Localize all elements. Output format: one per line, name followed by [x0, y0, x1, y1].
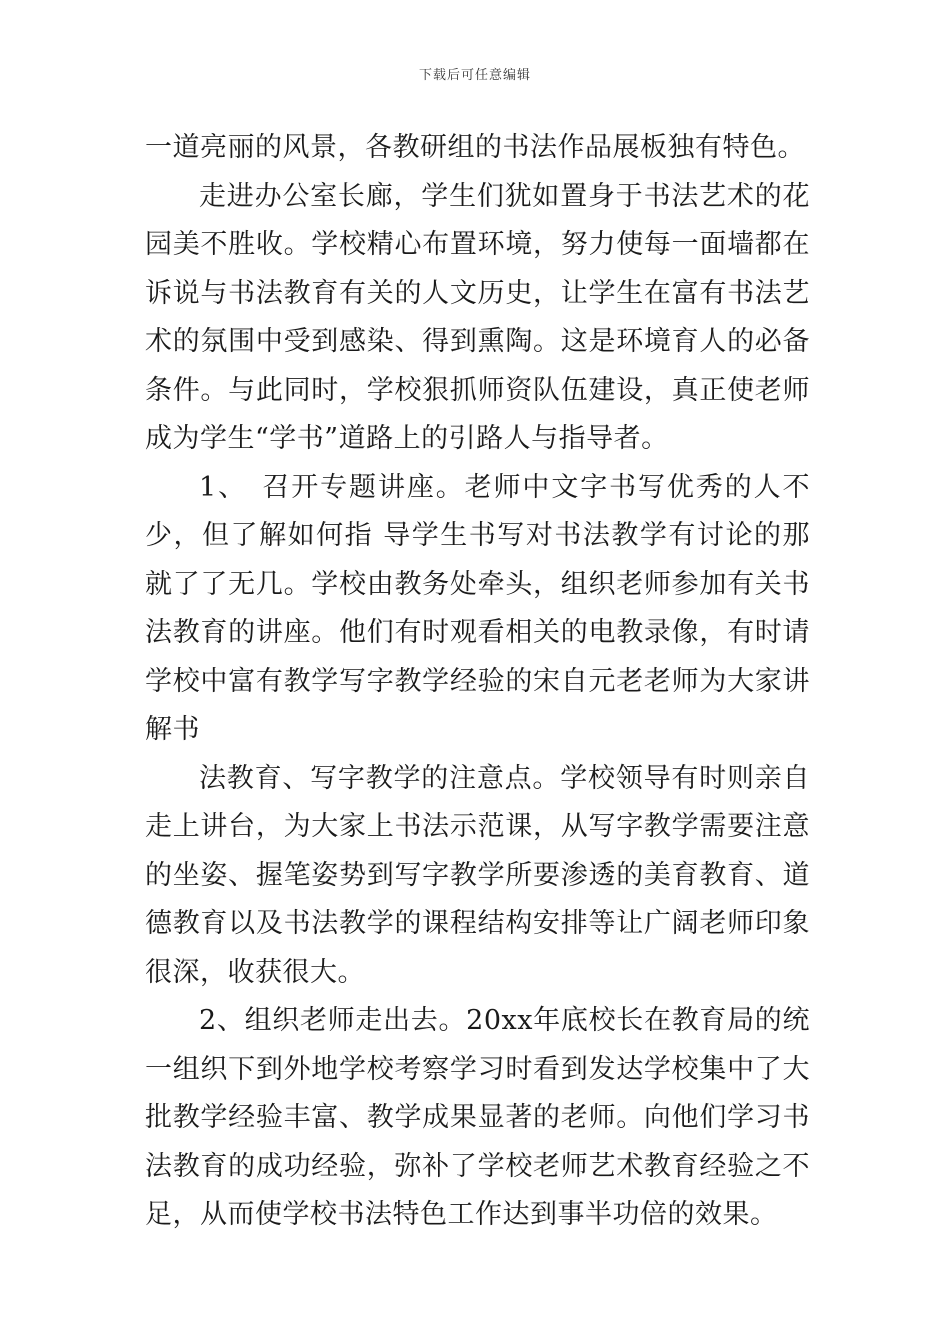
document-body: [145, 124, 810, 1240]
page-header: 下载后可任意编辑: [418, 68, 531, 83]
paragraph-5: 2、组织老师走出去。20xx年底校长在教育局的统一组织下到外地学校考察学习时看到发达学校集中了大批教学经验丰富、教学成果显著的老师。向他们学习书法教育的成功经验，弥补了学校老师艺术教育经验之不足，从而使学校书法特色工作达到事半功倍的效果。: [145, 1005, 810, 1230]
paragraph-4: 法教育、写字教学的注意点。学校领导有时则亲自走上讲台，为大家上书法示范课，从写字教学需要注意的坐姿、握笔姿势到写字教学所要渗透的美育教育、道德教育以及书法教学的课程结构安排等让广阔老师印象很深，收获很大。: [145, 762, 810, 988]
paragraph-3: 1、 召开专题讲座。老师中文字书写优秀的人不少，但了解如何指 导学生书写对书法教学有讨论的那就了了无几。学校由教务处牵头，组织老师参加有关书法教育的讲座。他们有时观看相关的电教录像，有时请学校中富有教学写字教学经验的宋自元老老师为大家讲解书: [145, 471, 810, 745]
paragraph-1: 一道亮丽的风景，各教研组的书法作品展板独有特色。: [145, 132, 805, 163]
paragraph-2: 走进办公室长廊，学生们犹如置身于书法艺术的花园美不胜收。学校精心布置环境，努力使每一面墙都在诉说与书法教育有关的人文历史，让学生在富有书法艺术的氛围中受到感染、得到熏陶。这是环境育人的必备条件。与此同时，学校狠抓师资队伍建设，真正使老师成为学生“学书”道路上的引路人与指导者。: [145, 180, 810, 454]
